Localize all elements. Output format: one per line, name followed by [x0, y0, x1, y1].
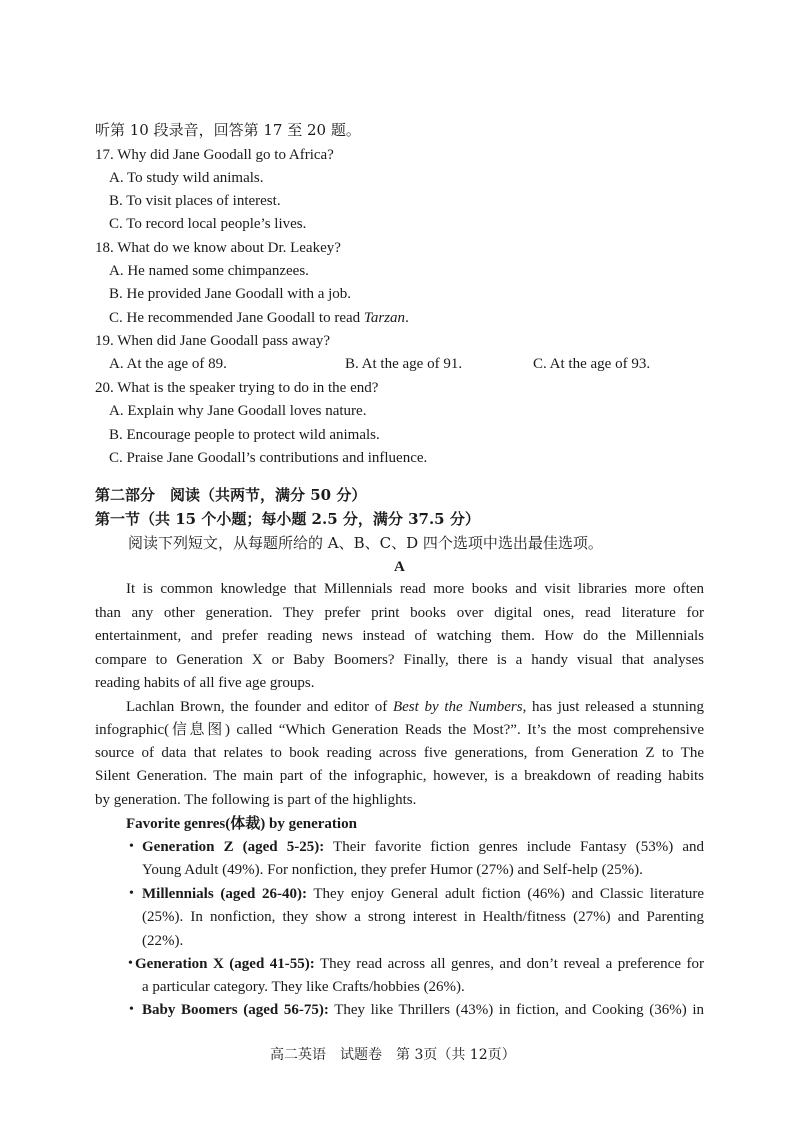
bullet-millennials-line-1	[142, 885, 704, 903]
para1-line-3: entertainment, and prefer reading news instead of watching them. How do the Millennials	[95, 628, 704, 644]
question-18-option-b: B. He provided Jane Goodall with a job.	[109, 286, 352, 302]
bullet-gen-z-line-2: Young Adult (49%). For nonfiction, they prefer Humor (27%) and Self-help (25%).	[142, 862, 643, 878]
para2-line-2: infographic(信息图) called “Which Generation Reads the Most?”. It’s the most comprehensive	[95, 722, 704, 738]
option-c-period: .	[405, 310, 409, 326]
question-19-option-b: B. At the age of 91.	[345, 356, 463, 372]
para1-line-1: It is common knowledge that Millennials read more books and visit libraries more often	[126, 581, 704, 597]
para1-line-2: than any other generation. They prefer print books over digital ones, read literature for	[95, 605, 704, 621]
passage-label: A	[394, 559, 405, 575]
bullet-dot: •	[129, 886, 134, 901]
question-20-option-a: A. Explain why Jane Goodall loves nature.	[109, 403, 367, 419]
para2-line-1-start: Lachlan Brown, the founder and editor of	[126, 699, 393, 715]
para2-line-4: Silent Generation. The main part of the infographic, however, is a breakdown of reading habits	[95, 768, 704, 784]
bullet-gen-z-text: Their favorite fiction genres include Fantasy (53%) and	[333, 839, 704, 855]
para2-publication-title: Best by the Numbers	[392, 699, 523, 715]
part2-heading: 第二部分 阅读（共两节，满分 50 分）	[95, 486, 367, 504]
option-c-text: C. He recommended Jane Goodall to read	[109, 310, 364, 326]
question-20-stem: 20. What is the speaker trying to do in the end?	[95, 380, 379, 396]
para1-line-5: reading habits of all five age groups.	[95, 675, 315, 691]
question-18-option-a: A. He named some chimpanzees.	[109, 263, 309, 279]
bullet-baby-boomers-line-1	[142, 1001, 704, 1019]
question-17-option-c: C. To record local people’s lives.	[109, 216, 307, 232]
para2-line-5: by generation. The following is part of the highlights.	[95, 792, 417, 808]
bullet-gen-x-text: They read across all genres, and don’t reveal a preference for	[319, 956, 704, 972]
question-19-stem: 19. When did Jane Goodall pass away?	[95, 333, 331, 349]
question-18-stem: 18. What do we know about Dr. Leakey?	[95, 240, 341, 256]
question-20-option-b: B. Encourage people to protect wild animals.	[109, 427, 380, 443]
question-19-option-a: A. At the age of 89.	[109, 356, 227, 372]
bullet-baby-boomers-text: They like Thrillers (43%) in fiction, and Cooking (36%) in	[334, 1002, 705, 1018]
para2-line-1	[126, 698, 704, 716]
page-footer: 高二英语 试题卷 第 3页（共 12页）	[270, 1047, 516, 1063]
bullet-gen-x-line-1	[135, 955, 704, 973]
question-17-option-b: B. To visit places of interest.	[109, 193, 281, 209]
bullet-millennials-text: They enjoy General adult fiction (46%) and Classic literature	[313, 886, 705, 902]
bullet-millennials-line-2: (25%). In nonfiction, they show a strong interest in Health/fitness (27%) and Parenting	[142, 909, 704, 925]
bullet-gen-x-label: Generation X (aged 41-55):	[135, 956, 315, 972]
bullet-dot: •	[129, 1002, 134, 1017]
bullet-gen-z-line-1	[142, 838, 704, 856]
bullet-dot: •	[129, 839, 134, 854]
question-17-option-a: A. To study wild animals.	[109, 170, 264, 186]
reading-instruction: 阅读下列短文，从每题所给的 A、B、C、D 四个选项中选出最佳选项。	[128, 534, 603, 552]
bullet-millennials-line-3: (22%).	[142, 933, 184, 949]
para1-line-4: compare to Generation X or Baby Boomers? Finally, there is a handy visual that analyses	[95, 652, 704, 668]
listening-instruction: 听第 10 段录音，回答第 17 至 20 题。	[95, 121, 361, 139]
question-17-stem: 17. Why did Jane Goodall go to Africa?	[95, 147, 334, 163]
question-20-option-c: C. Praise Jane Goodall’s contributions and influence.	[109, 450, 428, 466]
option-c-book-title: Tarzan	[363, 310, 406, 326]
para2-line-1-end: , has just released a stunning	[522, 699, 704, 715]
bullet-millennials-label: Millennials (aged 26-40):	[142, 886, 307, 902]
part2-subheading: 第一节（共 15 个小题；每小题 2.5 分，满分 37.5 分）	[95, 510, 480, 528]
genres-heading: Favorite genres(体裁) by generation	[126, 816, 357, 832]
bullet-gen-x-line-2: a particular category. They like Crafts/hobbies (26%).	[142, 979, 465, 995]
bullet-baby-boomers-label: Baby Boomers (aged 56-75):	[142, 1002, 329, 1018]
para2-line-3: source of data that relates to book reading across five generations, from Generation Z to The	[95, 745, 704, 761]
question-19-option-c: C. At the age of 93.	[533, 356, 651, 372]
bullet-dot: •	[128, 956, 133, 971]
bullet-gen-z-label: Generation Z (aged 5-25):	[142, 839, 325, 855]
question-18-option-c	[109, 309, 409, 327]
